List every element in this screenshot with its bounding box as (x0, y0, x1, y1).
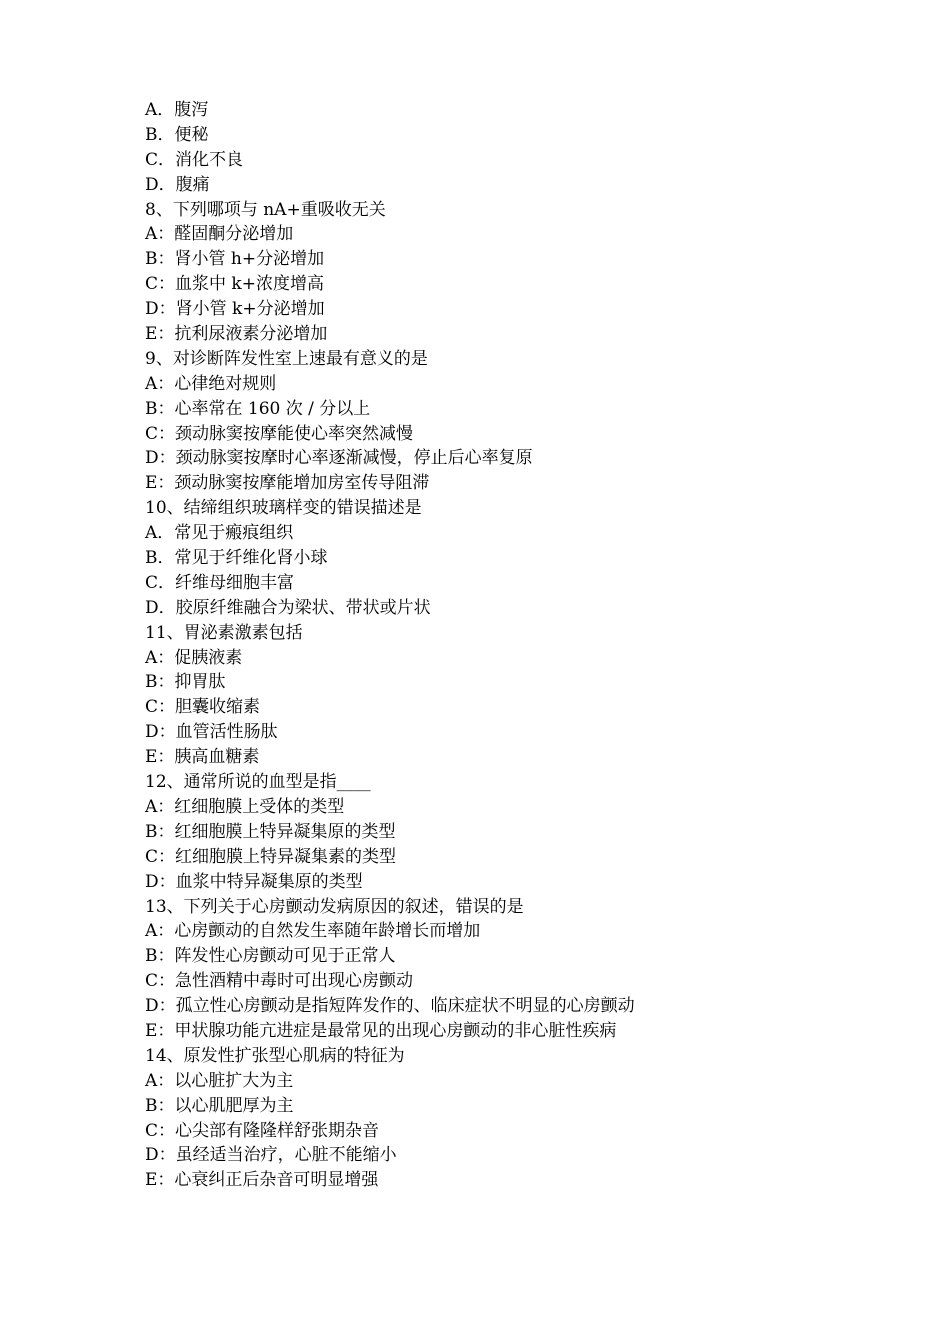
option-line: E：抗利尿液素分泌增加 (145, 324, 328, 345)
option-line: A：以心脏扩大为主 (145, 1070, 294, 1091)
option-line: D：血浆中特异凝集原的类型 (145, 871, 363, 892)
option-line: D：虽经适当治疗，心脏不能缩小 (145, 1145, 397, 1166)
option-line: B：阵发性心房颤动可见于正常人 (145, 946, 396, 967)
option-line: D．胶原纤维融合为梁状、带状或片状 (145, 597, 431, 618)
question-11: 11、胃泌素激素包括 (145, 622, 303, 643)
document-body (145, 98, 905, 1193)
option-line: B：以心肌肥厚为主 (145, 1095, 294, 1116)
option-line: D：孤立性心房颤动是指短阵发作的、临床症状不明显的心房颤动 (145, 996, 635, 1017)
option-line: B：抑胃肽 (145, 672, 226, 693)
option-line: C：心尖部有隆隆样舒张期杂音 (145, 1120, 380, 1141)
option-line: A：醛固酮分泌增加 (145, 224, 294, 245)
option-line: C．纤维母细胞丰富 (145, 572, 295, 593)
option-line: B．常见于纤维化肾小球 (145, 548, 328, 569)
option-line: C：颈动脉窦按摩能使心率突然减慢 (145, 423, 414, 444)
option-line: C：红细胞膜上特异凝集素的类型 (145, 846, 397, 867)
option-line: A：促胰液素 (145, 647, 243, 668)
option-line: C：血浆中 k+浓度增高 (145, 274, 324, 295)
option-line: B：心率常在 160 次 / 分以上 (145, 398, 371, 419)
option-line: B：红细胞膜上特异凝集原的类型 (145, 821, 396, 842)
option-line: C．消化不良 (145, 149, 244, 170)
option-line: E：心衰纠正后杂音可明显增强 (145, 1170, 379, 1191)
question-13: 13、下列关于心房颤动发病原因的叙述，错误的是 (145, 896, 524, 917)
option-line: D．腹痛 (145, 174, 210, 195)
option-line: A．腹泻 (145, 100, 209, 120)
option-line: E：颈动脉窦按摩能增加房室传导阻滞 (145, 473, 430, 494)
question-8: 8、下列哪项与 nA+重吸收无关 (145, 199, 386, 220)
option-line: A：心房颤动的自然发生率随年龄增长而增加 (145, 921, 481, 942)
option-line: A：心律绝对规则 (145, 373, 277, 394)
question-10: 10、结缔组织玻璃样变的错误描述是 (145, 498, 422, 519)
question-12: 12、通常所说的血型是指____ (145, 772, 371, 793)
question-14: 14、原发性扩张型心肌病的特征为 (145, 1045, 405, 1066)
option-line: D：肾小管 k+分泌增加 (145, 299, 325, 320)
option-line: A：红细胞膜上受体的类型 (145, 796, 345, 817)
question-9: 9、对诊断阵发性室上速最有意义的是 (145, 348, 428, 369)
option-line: D：颈动脉窦按摩时心率逐渐减慢，停止后心率复原 (145, 448, 533, 469)
option-line: E：甲状腺功能亢进症是最常见的出现心房颤动的非心脏性疾病 (145, 1020, 617, 1041)
option-line: B：肾小管 h+分泌增加 (145, 249, 325, 270)
option-line: B．便秘 (145, 124, 209, 145)
option-line: D：血管活性肠肽 (145, 722, 278, 743)
option-line: C：急性酒精中毒时可出现心房颤动 (145, 971, 414, 992)
option-line: A．常见于瘢痕组织 (145, 523, 294, 544)
option-line: E：胰高血糖素 (145, 747, 260, 768)
option-line: C：胆囊收缩素 (145, 697, 261, 718)
